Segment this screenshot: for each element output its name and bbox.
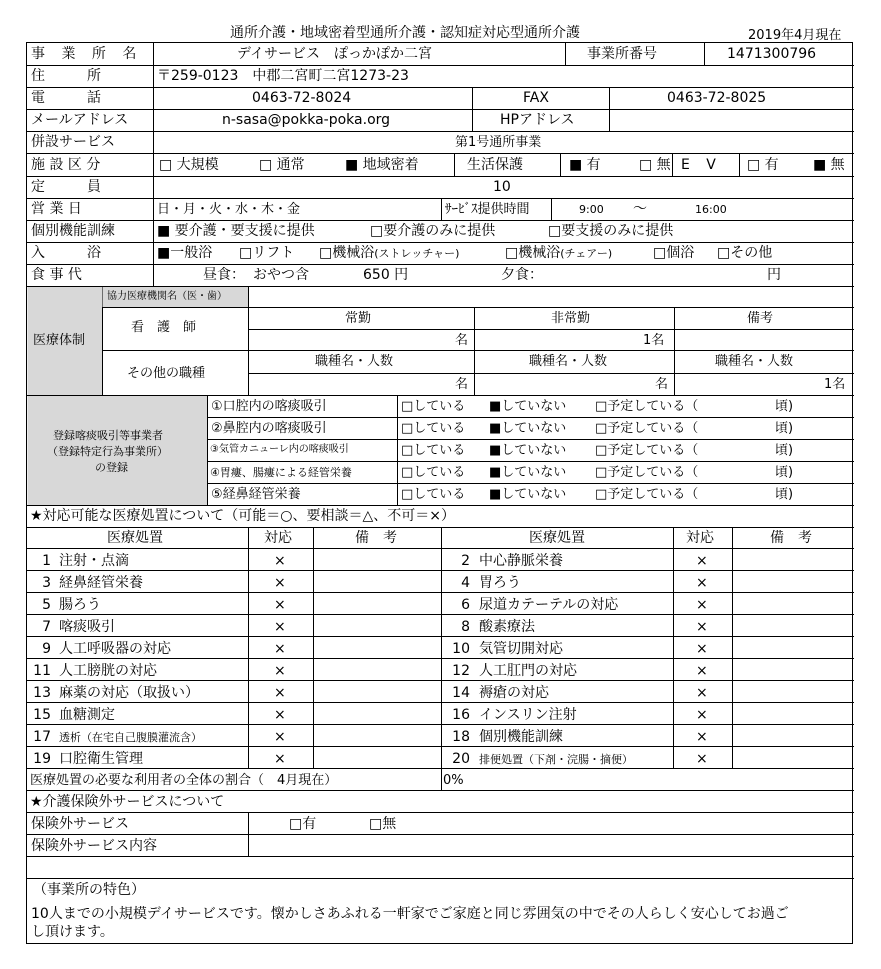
procedure-number: 8	[461, 619, 470, 635]
facility-number-value: 1471300796	[727, 46, 817, 62]
procedure-number: 1	[42, 553, 51, 569]
address-label: 住 所	[31, 68, 101, 84]
procedure-name: 中心静脈栄養	[479, 553, 563, 569]
service-time-tilde: ～	[633, 201, 647, 217]
other-staff-count-2: 名	[655, 377, 669, 392]
lunch-note: おやつ含	[253, 267, 309, 283]
suction-planned-checkbox: □予定している（	[595, 487, 699, 502]
other-staff-label: その他の職種	[127, 366, 206, 381]
procedure-number: 5	[42, 597, 51, 613]
business-days-label: 営 業 日	[31, 201, 82, 217]
procedure-support-mark: ×	[274, 575, 286, 591]
suction-registration-label-3: の登録	[95, 461, 128, 474]
type-large-checkbox: □ 大規模	[159, 157, 219, 173]
suction-not-doing-checkbox: ■していない	[489, 465, 567, 480]
other-staff-header-1: 職種名・人数	[315, 354, 394, 369]
procedure-name: 尿道カテーテルの対応	[479, 597, 619, 613]
nurse-parttime-header: 非常勤	[551, 311, 591, 326]
suction-doing-checkbox: □している	[401, 443, 466, 458]
procedure-number: 13	[33, 685, 51, 701]
suction-item-name: ⑤経鼻経管栄養	[211, 487, 301, 502]
elevator-yes-checkbox: □ 有	[747, 157, 779, 173]
service-hours-label: ｻｰﾋﾞｽ提供時間	[445, 202, 530, 217]
procedure-support-header-right: 対応	[686, 530, 714, 546]
suction-planned-when: 頃)	[775, 421, 794, 436]
bath-general-checkbox: ■一般浴	[157, 245, 213, 261]
procedure-support-mark: ×	[696, 575, 708, 591]
features-text-line2: し頂けます。	[31, 924, 114, 940]
training-support-only-checkbox: □要支援のみに提供	[548, 223, 674, 239]
suction-planned-checkbox: □予定している（	[595, 443, 699, 458]
suction-planned-checkbox: □予定している（	[595, 399, 699, 414]
suction-registration-label-1: 登録喀痰吸引等事業者	[53, 429, 163, 442]
other-staff-header-2: 職種名・人数	[529, 354, 608, 369]
procedure-name: 人工膀胱の対応	[59, 663, 157, 679]
business-days-value: 日・月・火・水・木・金	[157, 202, 301, 217]
procedure-name: 喀痰吸引	[59, 619, 115, 635]
procedure-number: 16	[452, 707, 470, 723]
nurse-parttime-count: 1名	[643, 333, 665, 348]
bath-chair-note: (チェアー)	[560, 247, 613, 260]
elevator-no-checkbox: ■ 無	[813, 157, 845, 173]
elevator-label: E V	[681, 157, 722, 173]
procedure-support-mark: ×	[696, 751, 708, 767]
bath-machine-stretcher-checkbox	[319, 246, 459, 260]
procedure-number: 7	[42, 619, 51, 635]
training-care-support-checkbox: ■ 要介護・要支援に提供	[157, 223, 315, 239]
procedure-support-mark: ×	[274, 663, 286, 679]
procedure-number: 4	[461, 575, 470, 591]
dinner-price-yen: 円	[767, 267, 781, 283]
non-insurance-label: 保険外サービス	[31, 816, 129, 832]
suction-not-doing-checkbox: ■していない	[489, 443, 567, 458]
homepage-label: HPアドレス	[500, 112, 575, 128]
procedure-name: 酸素療法	[479, 619, 535, 635]
suction-doing-checkbox: □している	[401, 421, 466, 436]
lunch-label: 昼食：	[203, 267, 245, 283]
fax-value: 0463-72-8025	[667, 90, 767, 106]
suction-doing-checkbox: □している	[401, 465, 466, 480]
procedure-name: 人工呼吸器の対応	[59, 641, 171, 657]
nurse-fulltime-header: 常勤	[345, 311, 372, 326]
procedure-support-mark: ×	[696, 641, 708, 657]
procedure-name: 排便処置（下剤・浣腸・摘便）	[479, 753, 633, 766]
dinner-label: 夕食：	[501, 267, 543, 283]
suction-item-name: ②鼻腔内の喀痰吸引	[211, 421, 327, 436]
welfare-no-checkbox: □ 無	[639, 157, 671, 173]
suction-planned-when: 頃)	[775, 443, 794, 458]
document-header	[0, 22, 881, 42]
procedure-number: 12	[452, 663, 470, 679]
procedure-support-mark: ×	[696, 729, 708, 745]
welfare-label: 生活保護	[467, 157, 523, 173]
other-staff-count-3: 1名	[824, 377, 846, 392]
document-title: 通所介護・地域密着型通所介護・認知症対応型通所介護	[230, 25, 580, 41]
address-value: 〒259-0123 中郡二宮町二宮1273-23	[157, 68, 409, 84]
procedure-number: 19	[33, 751, 51, 767]
medical-system-label: 医療体制	[33, 333, 86, 348]
procedure-number: 17	[33, 729, 51, 745]
procedure-support-mark: ×	[274, 641, 286, 657]
cooperating-hospital-label: 協力医療機関名（医・歯）	[107, 291, 227, 302]
procedure-support-mark: ×	[696, 707, 708, 723]
procedure-name: 経鼻経管栄養	[59, 575, 143, 591]
suction-not-doing-checkbox: ■していない	[489, 399, 567, 414]
suction-planned-checkbox: □予定している（	[595, 421, 699, 436]
procedure-name: インスリン注射	[479, 707, 577, 723]
procedure-name: 気管切開対応	[479, 641, 563, 657]
bath-machine-label: □機械浴	[505, 245, 561, 261]
procedure-remarks-header-left: 備 考	[355, 530, 397, 546]
procedures-heading: ★対応可能な医療処置について（可能＝○、要相談＝△、不可＝×）	[30, 508, 455, 524]
procedure-number: 15	[33, 707, 51, 723]
procedure-support-header-left: 対応	[264, 530, 292, 546]
procedure-name: 注射・点滴	[59, 553, 129, 569]
procedure-name-header-left: 医療処置	[107, 530, 163, 546]
procedure-support-mark: ×	[274, 729, 286, 745]
suction-planned-when: 頃)	[775, 399, 794, 414]
facility-name-label: 事 業 所 名	[31, 46, 143, 62]
non-insurance-content-label: 保険外サービス内容	[31, 838, 157, 854]
procedure-support-mark: ×	[274, 751, 286, 767]
suction-doing-checkbox: □している	[401, 399, 466, 414]
procedure-number: 18	[452, 729, 470, 745]
type-community-checkbox: ■ 地域密着	[345, 157, 419, 173]
bath-machine-chair-checkbox	[505, 246, 612, 260]
non-insurance-heading: ★介護保険外サービスについて	[30, 794, 225, 810]
facility-number-label: 事業所番号	[587, 46, 657, 62]
phone-label: 電 話	[31, 90, 101, 106]
training-care-only-checkbox: □要介護のみに提供	[370, 223, 496, 239]
attached-service-label: 併設サービス	[31, 134, 115, 150]
fax-label: FAX	[523, 90, 549, 106]
procedure-name: 腸ろう	[59, 597, 101, 613]
procedure-support-mark: ×	[274, 553, 286, 569]
procedure-name-header-right: 医療処置	[529, 530, 585, 546]
features-label: （事業所の特色）	[33, 882, 145, 898]
service-end-time: 16:00	[695, 203, 727, 216]
procedure-number: 6	[461, 597, 470, 613]
procedure-number: 11	[33, 663, 51, 679]
email-label: メールアドレス	[31, 112, 129, 128]
email-value[interactable]: n-sasa@pokka-poka.org	[222, 112, 391, 128]
procedure-number: 3	[42, 575, 51, 591]
bath-machine-label: □機械浴	[319, 245, 375, 261]
suction-item-name: ④胃瘻、腸瘻による経管栄養	[210, 466, 352, 479]
suction-item-name: ③気管カニューレ内の喀痰吸引	[210, 444, 349, 455]
procedure-support-mark: ×	[274, 597, 286, 613]
function-training-label: 個別機能訓練	[31, 223, 115, 239]
procedure-support-mark: ×	[696, 663, 708, 679]
procedure-name: 麻薬の対応（取扱い）	[59, 685, 199, 701]
document-date: 2019年4月現在	[748, 28, 842, 43]
procedure-number: 10	[452, 641, 470, 657]
procedure-name: 透析（在宅自己腹膜灌流含）	[59, 731, 202, 744]
bath-other-checkbox: □その他	[717, 245, 773, 261]
bath-lift-checkbox: □リフト	[239, 245, 295, 261]
capacity-label: 定 員	[31, 179, 101, 195]
other-staff-count-1: 名	[455, 377, 469, 392]
capacity-value: 10	[493, 179, 511, 195]
facility-name-value: デイサービス ぽっかぽか二宮	[237, 46, 433, 62]
features-text-line1: 10人までの小規模デイサービスです。懐かしさあふれる一軒家でご家庭と同じ雰囲気の中でその人らしく安心してお過ご	[31, 906, 789, 922]
suction-planned-when: 頃)	[775, 465, 794, 480]
procedure-support-mark: ×	[696, 619, 708, 635]
non-insurance-no-checkbox: □無	[369, 816, 397, 832]
suction-not-doing-checkbox: ■していない	[489, 487, 567, 502]
procedure-support-mark: ×	[274, 685, 286, 701]
attached-service-value: 第1号通所事業	[455, 135, 542, 150]
procedure-support-mark: ×	[274, 619, 286, 635]
type-normal-checkbox: □ 通常	[259, 157, 305, 173]
nurse-fulltime-count: 名	[455, 333, 469, 348]
meal-fee-label: 食 事 代	[31, 267, 82, 283]
procedure-name: 口腔衛生管理	[59, 751, 143, 767]
suction-planned-checkbox: □予定している（	[595, 465, 699, 480]
procedure-support-mark: ×	[696, 553, 708, 569]
procedure-name: 胃ろう	[479, 575, 521, 591]
suction-item-name: ①口腔内の喀痰吸引	[211, 399, 327, 414]
welfare-yes-checkbox: ■ 有	[569, 157, 601, 173]
procedure-number: 2	[461, 553, 470, 569]
procedure-support-mark: ×	[696, 597, 708, 613]
procedure-number: 20	[452, 751, 470, 767]
procedure-remarks-header-right: 備 考	[770, 530, 812, 546]
ratio-value: 0%	[443, 773, 464, 788]
nurse-label: 看 護 師	[131, 320, 197, 335]
procedure-name: 血糖測定	[59, 707, 115, 723]
suction-planned-when: 頃)	[775, 487, 794, 502]
ratio-label: 医療処置の必要な利用者の全体の割合（ 4月現在）	[30, 773, 338, 788]
suction-registration-label-2: （登録特定行為事業所）	[47, 445, 168, 458]
procedure-name: 個別機能訓練	[479, 729, 563, 745]
suction-doing-checkbox: □している	[401, 487, 466, 502]
non-insurance-yes-checkbox: □有	[289, 816, 317, 832]
suction-not-doing-checkbox: ■していない	[489, 421, 567, 436]
bath-individual-checkbox: □個浴	[653, 245, 695, 261]
lunch-price: 650 円	[363, 267, 409, 283]
bathing-label: 入 浴	[31, 245, 101, 261]
nurse-remarks-header: 備考	[747, 311, 774, 326]
procedure-support-mark: ×	[274, 707, 286, 723]
procedure-name: 人工肛門の対応	[479, 663, 577, 679]
phone-value: 0463-72-8024	[252, 90, 352, 106]
bath-stretcher-note: (ストレッチャー)	[374, 247, 460, 260]
facility-type-label: 施 設 区 分	[31, 157, 101, 173]
procedure-number: 9	[42, 641, 51, 657]
service-start-time: 9:00	[579, 203, 604, 216]
facility-info-sheet	[26, 42, 853, 944]
other-staff-header-3: 職種名・人数	[715, 354, 794, 369]
procedure-number: 14	[452, 685, 470, 701]
procedure-support-mark: ×	[696, 685, 708, 701]
procedure-name: 褥瘡の対応	[479, 685, 549, 701]
